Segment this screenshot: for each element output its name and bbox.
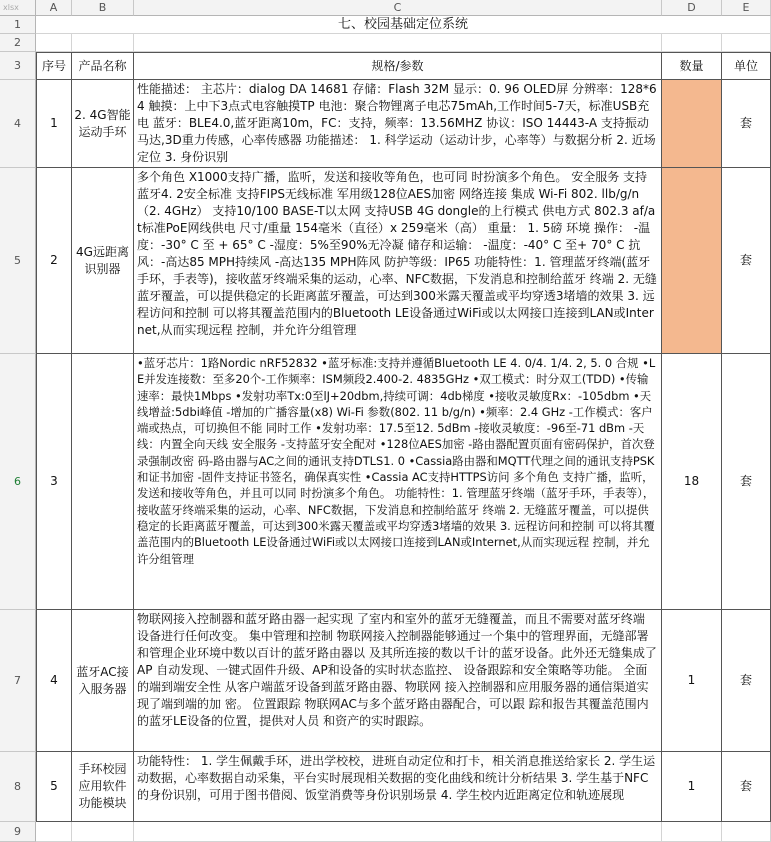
cell-c2[interactable] — [134, 34, 662, 52]
cell-e9[interactable] — [722, 822, 771, 842]
column-header-d[interactable]: D — [662, 0, 722, 16]
cell-unit[interactable]: 套 — [722, 80, 771, 168]
row-header-9[interactable]: 9 — [0, 822, 36, 842]
cell-d2[interactable] — [662, 34, 722, 52]
cell-quantity[interactable]: 18 — [662, 354, 722, 610]
header-seq[interactable]: 序号 — [36, 52, 72, 80]
cell-quantity[interactable]: 1 — [662, 610, 722, 752]
cell-seq[interactable]: 4 — [36, 610, 72, 752]
row-header-4[interactable]: 4 — [0, 80, 36, 168]
cell-spec[interactable]: •蓝牙芯片：1路Nordic nRF52832 •蓝牙标准:支持并遵循Bluetooth LE 4. 0/4. 1/4. 2, 5. 0 合规 •LE并发连接数：至多20个-工作频率：ISM频段2.400-2. 4835GHz •双工模式：时分双工(TDD) •传输速率：最快1Mbps •发射功率Tx:0至lJ+20dbm,持续可调：4db梯度 •接收灵敏度Rx：-105dbm •天线增益:5dbi峰值 -增加的广播容量(x8) Wi-Fi 参数(802. 11 b/g/n) •频率：2.4 GHz -工作模式：客户端或热点，可切换但不能 同时工作 •发射功率：17.5至12. 5dBm -接收灵敏度：-96至-71 dBm -天线：内置全向天线 安全服务 -支持蓝牙安全配对 •128位AES加密 -路由器配置页面有密码保护，首次登录强制改密 码-路由器与AC之间的通讯支持DTLS1. 0 •Cassia路由器和MQTT代理之间的通讯支持PSK 和证书加密 -固件支持证书签名，确保真实性 •Cassia AC支持HTTPS访问 多个角色 支持广播，监听，发送和接收等角色，并且可以同 时扮演多个角色。 功能特性：1. 管理蓝牙终端（蓝牙手环，手表等），接收蓝牙终端采集的运动，心率、NFC数据，下发消息和控制给蓝牙 终端 2. 无缝蓝牙覆盖，可以提供稳定的长距离蓝牙覆盖，可达到300米露天覆盖或平均穿透3堵墙的效果 3. 远程访问和控制 可以将其覆盖范围内的Bluetooth LE设备通过WiFi或以太网接口连接到LAN或Internet,从而实现远程 控制，并允许分组管理 — [134, 354, 662, 610]
cell-spec[interactable]: 物联网接入控制器和蓝牙路由器一起实现 了室内和室外的蓝牙无缝覆盖，而且不需要对蓝牙终端 设备进行任何改变。 集中管理和控制 物联网接入控制器能够通过一个集中的管理界面，无缝部署和管理企业环境中数以百计的蓝牙路由器以 及其所连接的数以千计的蓝牙设备。此外还无缝集成了 AP 自动发现、一键式固件升级、AP和设备的实时状态监控、 设备跟踪和安全策略等功能。 全面的端到端安全性 从客户端蓝牙设备到蓝牙路由器、物联网 接入控制器和应用服务器的通信渠道实现了端到端的加 密。 位置跟踪 物联网AC与多个蓝牙路由器配合，可以跟 踪和报告其覆盖范围内的蓝牙LE设备的位置，提供对人员 和资产的实时跟踪。 — [134, 610, 662, 752]
cell-c9[interactable] — [134, 822, 662, 842]
header-spec[interactable]: 规格/参数 — [134, 52, 662, 80]
header-quantity[interactable]: 数量 — [662, 52, 722, 80]
cell-e2[interactable] — [722, 34, 771, 52]
row-header-5[interactable]: 5 — [0, 168, 36, 354]
table-title[interactable]: 七、校园基础定位系统 — [36, 16, 771, 34]
cell-product-name[interactable]: 2. 4G智能运动手环 — [72, 80, 134, 168]
cell-seq[interactable]: 3 — [36, 354, 72, 610]
cell-quantity[interactable] — [662, 168, 722, 354]
cell-unit[interactable]: 套 — [722, 752, 771, 822]
column-header-b[interactable]: B — [72, 0, 134, 16]
cell-product-name[interactable]: 手环校园应用软件功能模块 — [72, 752, 134, 822]
cell-unit[interactable]: 套 — [722, 354, 771, 610]
cell-spec[interactable]: 性能描述： 主芯片：dialog DA 14681 存储：Flash 32M 显示：0. 96 OLED屏 分辨率：128*64 触摸：上中下3点式电容触摸TP 电池：聚合物锂离子电芯75mAh,工作时间5-7天，标准USB充电 蓝牙：BLE4.0,蓝牙距离10m，FC：支持，频率：13.56MHZ 协议：ISO 14443-A 支持振动马达,3D重力传感，心率传感器 功能描述： 1. 科学运动（运动计步，心率等）与数据分析 2. 近场定位 3. 身份识别 — [134, 80, 662, 168]
column-header-e[interactable]: E — [722, 0, 771, 16]
cell-unit[interactable]: 套 — [722, 610, 771, 752]
cell-a2[interactable] — [36, 34, 72, 52]
cell-quantity[interactable]: 1 — [662, 752, 722, 822]
cell-spec[interactable]: 功能特性： 1. 学生佩戴手环，进出学校校，进班自动定位和打卡，相关消息推送给家长 2. 学生运动数据，心率数据自动采集，平台实时展现相关数据的变化曲线和统计分析结果 3. 学生基于NFC的身份识别，可用于图书借阅、饭堂消费等身份识别场景 4. 学生校内近距离定位和轨迹展现 — [134, 752, 662, 822]
row-header-8[interactable]: 8 — [0, 752, 36, 822]
row-header-2[interactable]: 2 — [0, 34, 36, 52]
row-header-7[interactable]: 7 — [0, 610, 36, 752]
cell-d9[interactable] — [662, 822, 722, 842]
cell-product-name[interactable]: 4G远距离识别器 — [72, 168, 134, 354]
cell-a9[interactable] — [36, 822, 72, 842]
select-all-corner[interactable]: xlsx — [0, 0, 36, 16]
row-header-3[interactable]: 3 — [0, 52, 36, 80]
cell-quantity[interactable] — [662, 80, 722, 168]
column-header-a[interactable]: A — [36, 0, 72, 16]
row-header-6[interactable]: 6 — [0, 354, 36, 610]
cell-spec[interactable]: 多个角色 X1000支持广播，监听，发送和接收等角色，也可同 时扮演多个角色。 安全服务 支持蓝牙4. 2安全标准 支持FIPS无线标准 军用级128位AES加密 网络连接 集成 Wi-Fi 802. llb/g/n （2. 4GHz） 支持10/100 BASE-T以太网 支持USB 4G dongle的上行模式 供电方式 802.3 af/at标准PoE网线供电 尺寸/重量 154毫米（直径）x 259毫米（高） 重量： 1. 5磅 环境 操作： -温度：-30° C 至 + 65° C -湿度：5%至90%无冷凝 储存和运输： -温度：-40° C 至+ 70° C 抗风：-高达85 MPH持续风 -高达135 MPH阵风 防护等级：IP65 功能特性：1. 管理蓝牙终端(蓝牙手环，手表等)，接收蓝牙终端采集的运动，心率、NFC数据，下发消息和控制给蓝牙 终端 2. 无缝蓝牙覆盖，可以提供稳定的长距离蓝牙覆盖，可达到300米露天覆盖或平均穿透3堵墙的效果 3. 远程访问和控制 可以将其覆盖范围内的Bluetooth LE设备通过WiFi或以太网接口连接到LAN或Internet,从而实现远程 控制，并允许分组管理 — [134, 168, 662, 354]
cell-seq[interactable]: 5 — [36, 752, 72, 822]
cell-b9[interactable] — [72, 822, 134, 842]
column-header-c[interactable]: C — [134, 0, 662, 16]
cell-seq[interactable]: 1 — [36, 80, 72, 168]
cell-unit[interactable]: 套 — [722, 168, 771, 354]
cell-product-name[interactable]: 蓝牙AC接入服务器 — [72, 610, 134, 752]
cell-seq[interactable]: 2 — [36, 168, 72, 354]
header-unit[interactable]: 单位 — [722, 52, 771, 80]
header-product-name[interactable]: 产品名称 — [72, 52, 134, 80]
cell-product-name[interactable] — [72, 354, 134, 610]
row-header-1[interactable]: 1 — [0, 16, 36, 34]
cell-b2[interactable] — [72, 34, 134, 52]
